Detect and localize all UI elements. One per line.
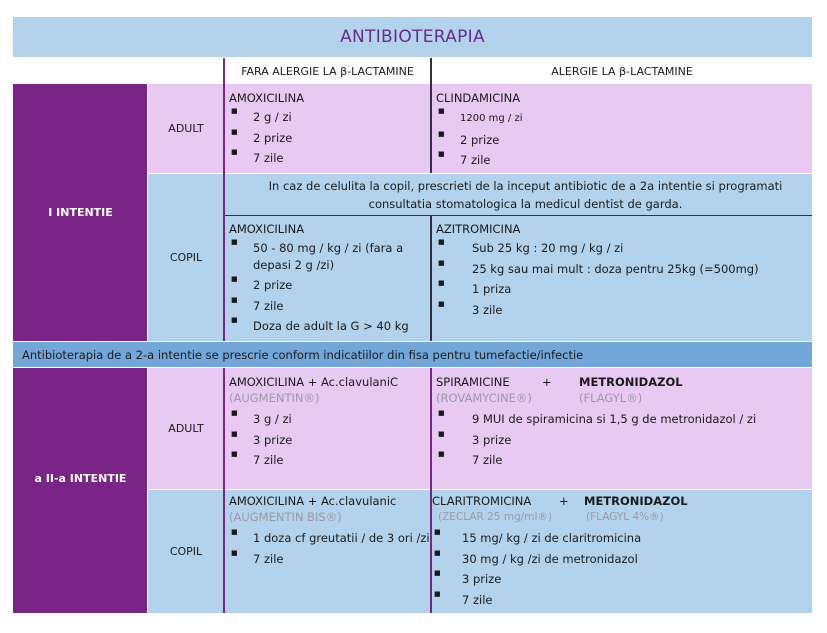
list-item: ■ Doza de adult la G > 40 kg [229,316,430,337]
list-item: ■ 2 prize [229,275,430,296]
drug-name-2: METRONIDAZOL [584,494,688,508]
column-divider [147,84,148,341]
section-2-adult-no-allergy [225,368,430,489]
bullet-icon: ■ [231,275,238,283]
list-item: ■ 15 mg/ kg / zi de claritromicina [432,528,812,549]
section-1-adult-label: ADULT [148,84,224,173]
list-item: depasi 2 g /zi) [253,257,335,272]
second-intention-note: Antibioterapia de a 2-a intentie se prescrie conform indicatiilor din fisa pentru tumefactie/infectie [13,342,812,367]
drug-name: AMOXICILINA [229,91,305,105]
drug-name: CLARITROMICINA [432,494,532,508]
bullet-icon: ■ [231,409,238,417]
bullet-icon: ■ [231,148,238,156]
bullet-icon: ■ [438,150,445,158]
section-1-child-label: COPIL [148,173,224,341]
column-divider [147,368,148,613]
brand-name: (ZECLAR 25 mg/ml®) [438,511,553,523]
bullet-icon: ■ [434,548,441,557]
list-item: ■ 3 zile [436,300,812,321]
column-divider [223,58,225,341]
note-bottom-rule [225,215,812,216]
bullet-icon: ■ [231,450,238,458]
column-divider [223,368,225,613]
list-item: ■ Sub 25 kg : 20 mg / kg / zi [436,238,812,259]
drug-name: AMOXICILINA + Ac.clavulanic [229,494,397,508]
bullet-icon: ■ [434,569,441,577]
drug-name: AMOXICILINA + Ac.clavulaniC [229,375,399,389]
drug-name: CLINDAMICINA [436,91,521,105]
list-item: ■ 7 zile [432,590,812,611]
list-item: ■ 2 prize [229,128,430,149]
drug-name: SPIRAMICINE [436,375,510,389]
list-item: ■ 7 zile [229,549,430,570]
row-divider [13,341,812,342]
section-1-child-no-allergy [225,216,430,341]
list-item: ■ 7 zile [229,148,430,169]
list-item: ■ 2 g / zi [229,107,430,128]
bullet-icon: ■ [231,107,238,115]
section-1-child-allergy [432,216,812,341]
column-divider [430,368,432,613]
list-item: ■ 1 priza [436,279,812,300]
bullet-icon: ■ [438,129,445,138]
drug-name-2: METRONIDAZOL [579,375,683,389]
bullet-icon: ■ [231,548,238,557]
bullet-icon: ■ [231,238,238,246]
drug-name: AMOXICILINA [229,222,305,236]
row-divider [148,173,224,174]
list-item: ■ 50 - 80 mg / kg / zi (fara a [229,238,430,259]
bullet-icon: ■ [231,295,238,304]
row-divider [148,489,812,490]
bullet-icon: ■ [231,316,238,324]
section-2-adult-label: ADULT [148,368,224,489]
section-1-adult-allergy [432,84,812,173]
section-2-child-allergy [432,489,812,613]
brand-name: (AUGMENTIN BIS®) [229,510,342,524]
bullet-icon: ■ [438,258,445,267]
bullet-icon: ■ [438,238,445,246]
bullet-icon: ■ [438,450,445,458]
list-item: ■ 7 zile [229,296,430,317]
bullet-icon: ■ [438,107,445,115]
list-item: ■ 3 g / zi [229,409,430,430]
bullet-icon: ■ [434,528,441,536]
header-no-allergy: FARA ALERGIE LA β-LACTAMINE [241,64,414,78]
section-2-adult-allergy [432,368,812,489]
section-2-child-no-allergy [225,489,430,613]
list-item: ■ 1 doza cf greutatii / de 3 ori /zi [229,528,430,549]
bullet-icon: ■ [434,589,441,598]
bullet-icon: ■ [438,279,445,287]
section-1-adult-no-allergy [225,84,430,173]
list-item: ■ 30 mg / kg /zi de metronidazol [432,549,812,570]
section-1-child-note: In caz de celulita la copil, prescrieti de la inceput antibiotic de a 2a intentie si programati consultatia stomatologica la medicul dentist de garda. [225,173,812,216]
section-1-label: I INTENTIE [13,84,148,341]
list-item: ■ 9 MUI de spiramicina si 1,5 g de metronidazol / zi [436,409,812,430]
plus-sign: + [542,375,552,389]
list-item: ■ 7 zile [436,150,812,171]
bullet-icon: ■ [438,299,445,308]
bullet-icon: ■ [231,127,238,136]
bullet-icon: ■ [231,429,238,438]
bullet-icon: ■ [438,409,445,417]
brand-name: (AUGMENTIN®) [229,391,320,405]
plus-sign: + [559,494,569,508]
list-item: ■ 3 prize [432,569,812,590]
column-divider [430,58,432,173]
header-allergy: ALERGIE LA β-LACTAMINE [551,64,693,78]
list-item: ■ 25 kg sau mai mult : doza pentru 25kg (=500mg) [436,259,812,280]
brand-name: (ROVAMYCINE®) [436,391,532,405]
row-divider [225,173,812,174]
list-item: ■ 3 prize [436,430,812,451]
brand-name-2: (FLAGYL 4%®) [586,511,664,523]
section-2-label: a II-a INTENTIE [13,368,148,613]
column-divider [430,216,432,341]
list-item: ■ 3 prize [229,430,430,451]
row-divider [13,367,812,368]
bullet-icon: ■ [438,429,445,438]
bullet-icon: ■ [231,528,238,536]
page-title: ANTIBIOTERAPIA [13,17,812,57]
list-item: ■ 7 zile [436,450,812,471]
section-2-child-label: COPIL [148,489,224,613]
drug-name: AZITROMICINA [436,222,521,236]
list-item: ■ 2 prize [436,130,812,151]
brand-name-2: (FLAGYL®) [579,391,643,405]
list-item: ■ 1200 mg / zi [436,107,812,130]
list-item: ■ 7 zile [229,450,430,471]
